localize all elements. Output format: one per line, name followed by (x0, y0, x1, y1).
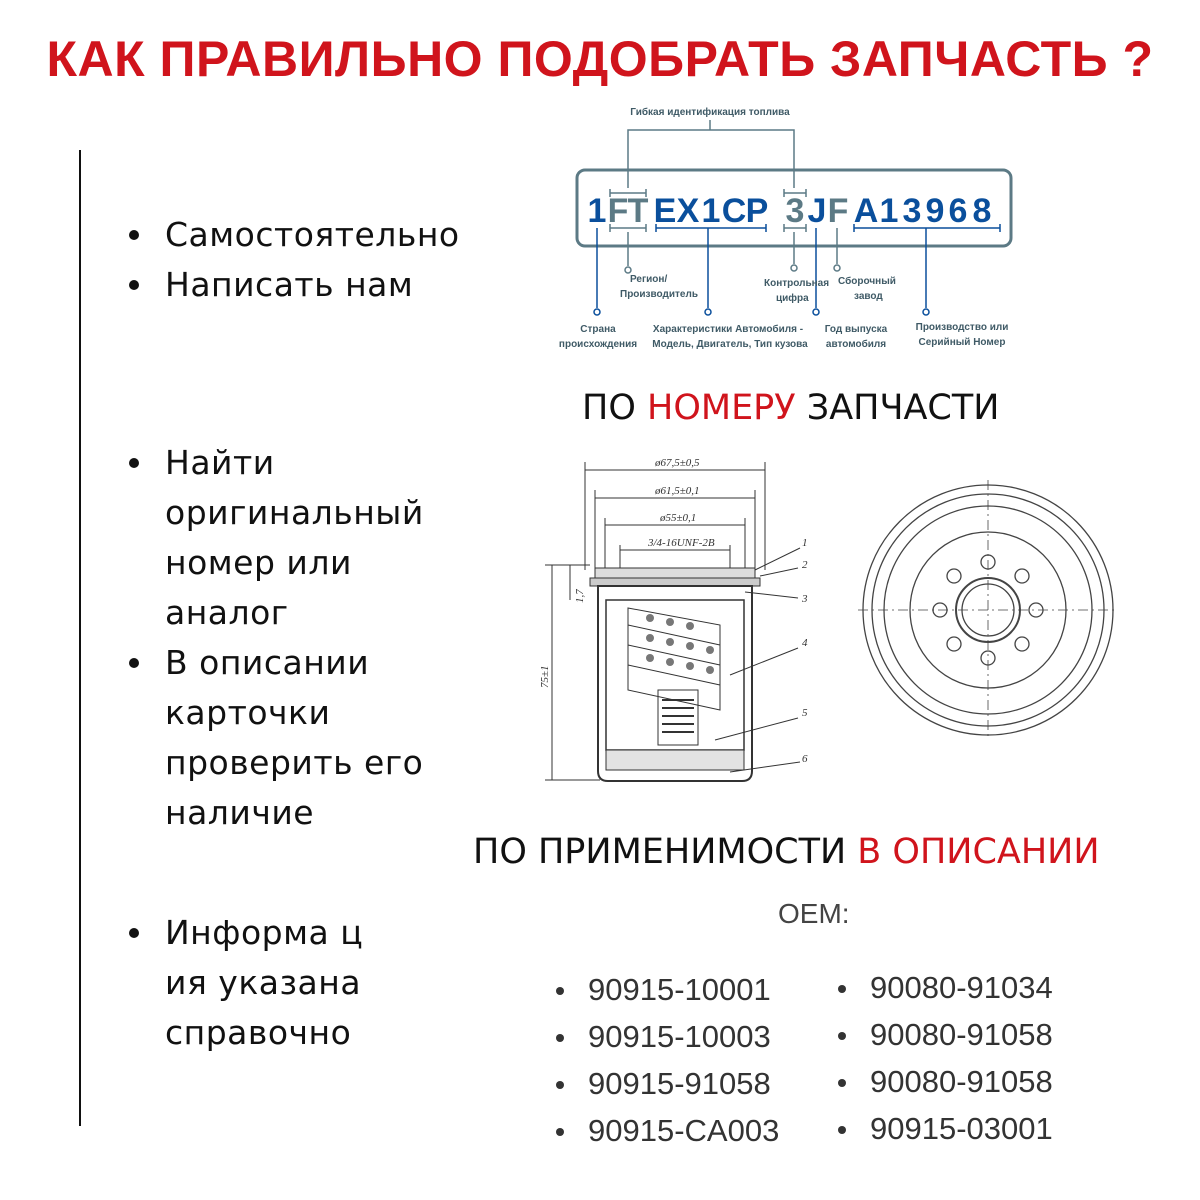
callout-2: 2 (802, 559, 808, 571)
label-region-2: Производитель (620, 289, 698, 300)
oem-list-col1 (556, 966, 779, 1154)
bullet-list-self (125, 210, 460, 310)
vin-char: F (607, 192, 629, 230)
oem-number: 90080-91034 (838, 964, 1053, 1011)
vin-char: T (627, 192, 649, 230)
callout-4: 4 (802, 637, 808, 649)
vin-char: X (676, 192, 700, 230)
oem-number: 90915-10003 (556, 1013, 779, 1060)
label-year-2: автомобиля (825, 339, 887, 350)
label-plant-2: завод (854, 291, 883, 302)
oem-label: ОЕМ: (778, 898, 850, 929)
label-specs-1: Характеристики Автомобиля - (652, 324, 804, 335)
vin-char: 1 (879, 192, 899, 230)
label-region-1: Регион/ (630, 274, 668, 285)
callout-5: 5 (802, 707, 808, 719)
label-serial-2: Серийный Номер (918, 337, 1006, 348)
label-year-1: Год выпуска (824, 324, 888, 335)
heading-by-applicability: ПО ПРИМЕНИМОСТИ В ОПИСАНИИ (473, 832, 1100, 872)
vin-char: 9 (925, 192, 945, 230)
oem-number: 90080-91058 (838, 1011, 1053, 1058)
callout-6: 6 (802, 753, 808, 765)
bullet-check-description: В описании карточки проверить его наличие (125, 638, 455, 838)
vin-char: A (853, 192, 879, 230)
vin-char: 3 (902, 192, 922, 230)
vin-char: 1 (701, 192, 721, 230)
vin-char: 1 (587, 192, 607, 230)
vin-char: 6 (948, 192, 968, 230)
label-check-1: Контрольная (764, 278, 830, 289)
vin-char: 3 (785, 192, 805, 230)
filter-top-view (858, 480, 1118, 740)
vin-char: F (827, 192, 849, 230)
vin-char: E (653, 192, 677, 230)
vin-char: J (807, 192, 827, 230)
oem-number: 90915-91058 (556, 1060, 779, 1107)
vin-top-label: Гибкая идентификация топлива (630, 107, 790, 118)
oem-number: 90915-03001 (838, 1105, 1053, 1152)
heading-by-number: ПО НОМЕРУ ЗАПЧАСТИ (582, 388, 1000, 428)
dim-inner: ø55±0,1 (660, 512, 697, 524)
bullet-list-find (125, 438, 455, 838)
bullet-self: Самостоятельно (125, 210, 460, 260)
vin-characters (588, 192, 992, 230)
dim-small: 1,7 (574, 589, 586, 603)
label-country-1: Страна (580, 324, 616, 335)
page-title: КАК ПРАВИЛЬНО ПОДОБРАТЬ ЗАПЧАСТЬ ? (46, 31, 1154, 87)
vin-char: P (745, 192, 769, 230)
bullet-find-original: Найти оригинальный номер или аналог (125, 438, 455, 638)
bullet-list-info (125, 908, 365, 1058)
bullet-write-us: Написать нам (125, 260, 460, 310)
oem-number: 90915-10001 (556, 966, 779, 1013)
filter-section-drawing (540, 450, 830, 790)
callout-3: 3 (802, 593, 808, 605)
label-plant-1: Сборочный (838, 276, 896, 287)
label-serial-1: Производство или (915, 322, 1009, 333)
oem-list-col2 (838, 964, 1053, 1152)
dim-height: 75±1 (539, 665, 551, 688)
label-check-2: цифра (776, 293, 809, 304)
label-country-2: происхождения (558, 339, 638, 350)
vin-char: C (721, 192, 747, 230)
bullet-info-reference: Информа ция указана справочно (125, 908, 365, 1058)
callout-1: 1 (802, 537, 808, 549)
vin-diagram (540, 100, 1040, 360)
vin-char: 8 (972, 192, 992, 230)
dim-gasket: ø61,5±0,1 (655, 485, 700, 497)
label-specs-2: Модель, Двигатель, Тип кузова (652, 339, 808, 350)
oem-number: 90080-91058 (838, 1058, 1053, 1105)
divider-line (79, 150, 81, 1126)
oem-number: 90915-CA003 (556, 1107, 779, 1154)
dim-outer: ø67,5±0,5 (655, 457, 700, 469)
dim-thread: 3/4-16UNF-2B (648, 537, 715, 549)
